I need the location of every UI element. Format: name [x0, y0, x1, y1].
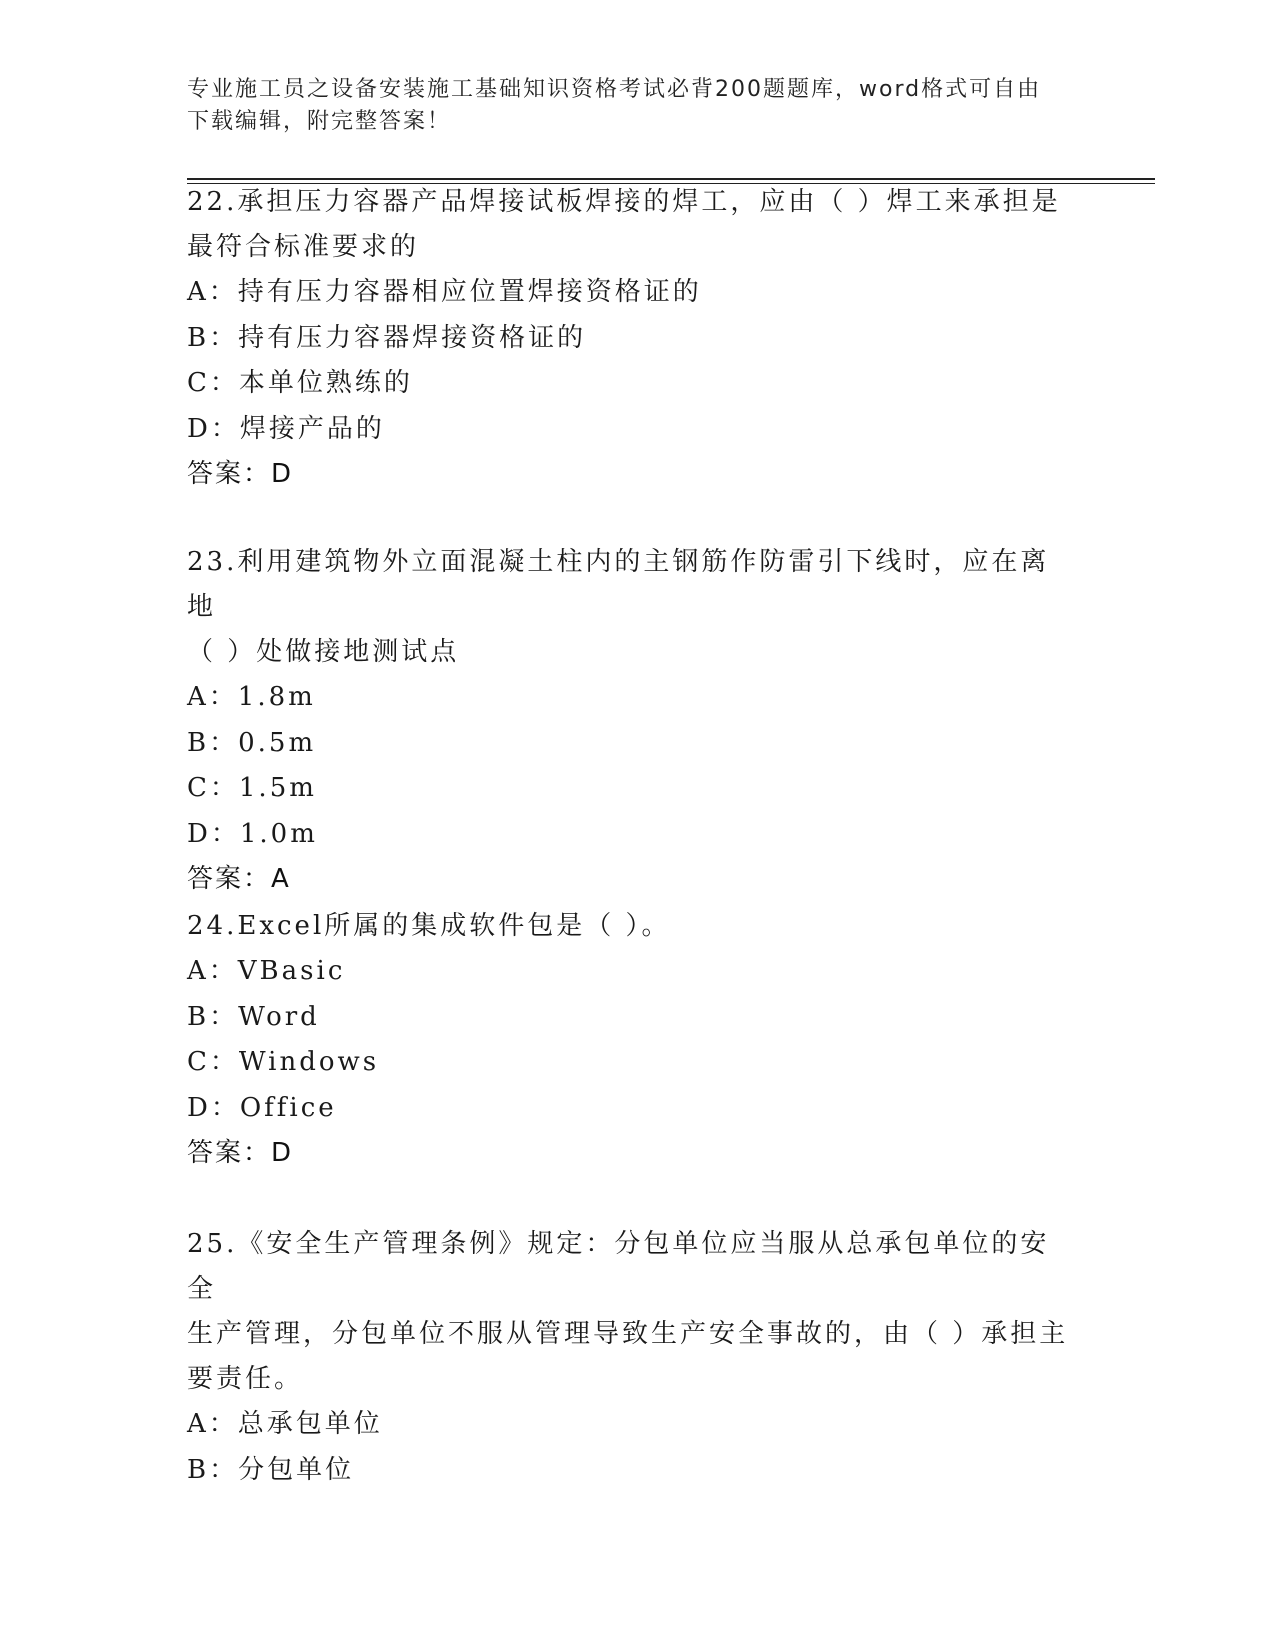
question-stem-line: 24.Excel所属的集成软件包是（ ）。 [187, 911, 671, 941]
option-b: B：Word [187, 1001, 320, 1032]
option-a: A：1.8m [187, 682, 316, 712]
answer-line: 答案：A [187, 864, 291, 894]
option-c: C：Windows [187, 1047, 380, 1077]
question-22 [187, 180, 1077, 497]
question-stem-line: 22.承担压力容器产品焊接试板焊接的焊工，应由（ ）焊工来承担是 [187, 187, 1061, 217]
question-stem-line: 要责任。 [187, 1364, 304, 1394]
option-d: D：1.0m [187, 818, 318, 849]
option-c: C：1.5m [187, 773, 317, 803]
question-stem-line: 最符合标准要求的 [187, 232, 420, 262]
option-b: B：分包单位 [187, 1454, 355, 1485]
option-b: B：0.5m [187, 727, 317, 758]
document-header [187, 74, 1067, 138]
option-b: B：持有压力容器焊接资格证的 [187, 322, 587, 353]
option-c: C：本单位熟练的 [187, 368, 413, 398]
header-line-1: 专业施工员之设备安装施工基础知识资格考试必背200题题库，word格式可自由 [187, 77, 1042, 102]
question-23 [187, 540, 1077, 902]
question-stem-line: 生产管理，分包单位不服从管理导致生产安全事故的，由（ ）承担主 [187, 1319, 1069, 1349]
header-line-2: 下载编辑，附完整答案！ [187, 109, 452, 134]
option-d: D：焊接产品的 [187, 413, 385, 444]
question-stem-line: 23.利用建筑物外立面混凝土柱内的主钢筋作防雷引下线时，应在离地 [187, 547, 1050, 622]
option-a: A：持有压力容器相应位置焊接资格证的 [187, 277, 702, 307]
question-25 [187, 1222, 1077, 1493]
question-stem-line: （ ）处做接地测试点 [187, 637, 460, 667]
option-a: A：总承包单位 [187, 1409, 383, 1439]
option-a: A：VBasic [187, 956, 346, 986]
question-stem-line: 25.《安全生产管理条例》规定：分包单位应当服从总承包单位的安全 [187, 1229, 1050, 1304]
option-d: D：Office [187, 1092, 337, 1123]
question-24 [187, 904, 1077, 1176]
answer-line: 答案：D [187, 1138, 294, 1168]
answer-line: 答案：D [187, 459, 294, 489]
